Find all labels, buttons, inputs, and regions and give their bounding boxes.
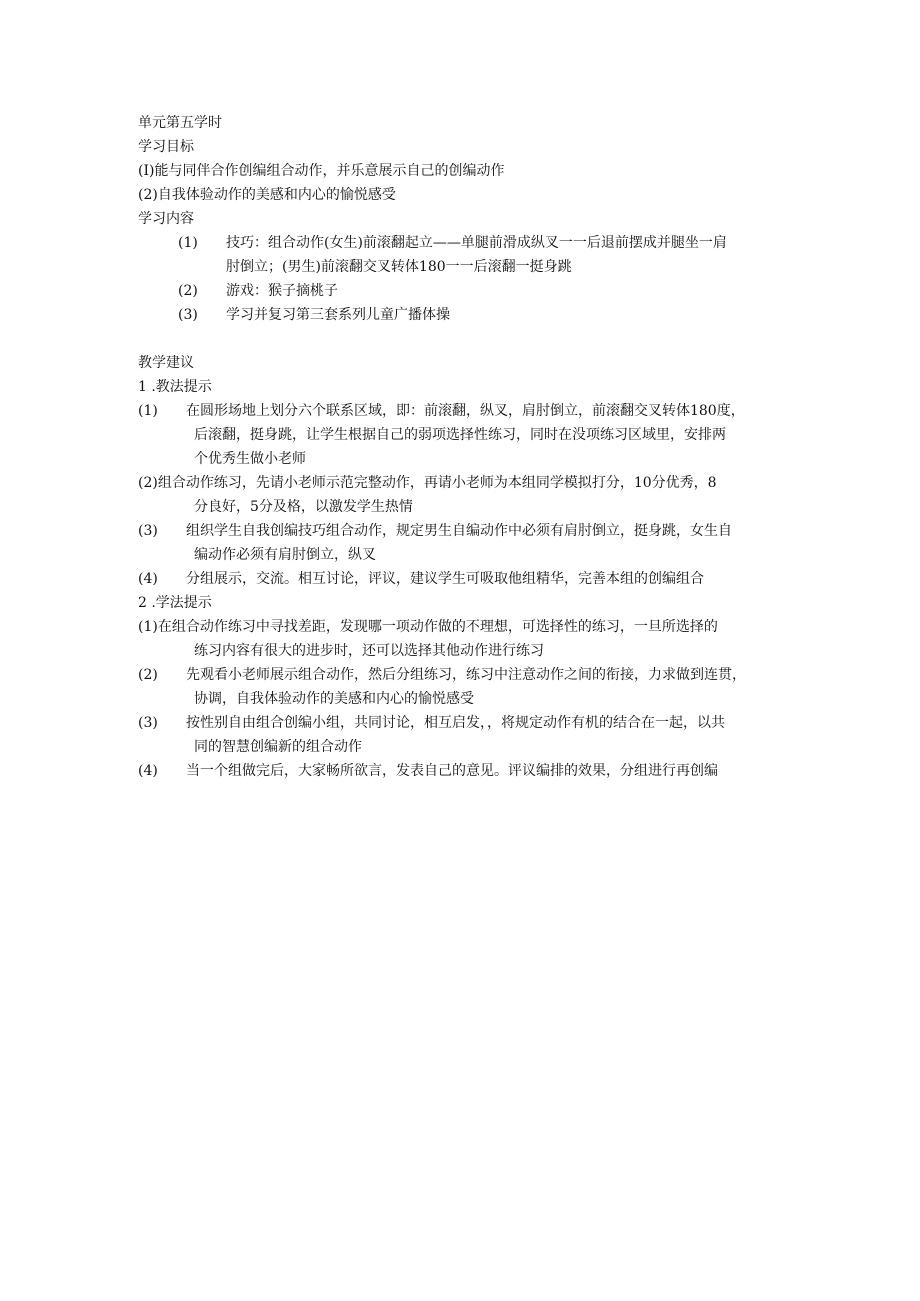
learning-item — [138, 711, 788, 759]
goals-heading: 学习目标 — [138, 139, 194, 155]
learning-item — [138, 759, 788, 783]
goal-item: (2)自我体验动作的美感和内心的愉悦感受 — [138, 187, 396, 203]
item-text: 个优秀生做小老师 — [194, 451, 306, 467]
content-heading: 学习内容 — [138, 211, 194, 227]
item-number: (3) — [178, 307, 198, 323]
document-page — [138, 111, 788, 783]
suggestions-heading: 教学建议 — [138, 355, 194, 371]
item-text: 同的智慧创编新的组合动作 — [194, 739, 362, 755]
item-text: 在圆形场地上划分六个联系区域，即：前滚翻，纵叉，肩肘倒立，前滚翻交叉转体180度， — [186, 403, 745, 419]
item-number: (2) — [138, 667, 158, 683]
learning-item — [138, 615, 788, 663]
item-number: (2) — [138, 475, 158, 491]
content-item — [178, 231, 788, 279]
item-text: 组合动作练习，先请小老师示范完整动作，再请小老师为本组同学模拟打分，10分优秀，8 — [157, 475, 717, 491]
item-number: (1) — [138, 619, 158, 635]
item-number: (2) — [178, 283, 198, 299]
learning-tips-heading: 2 .学法提示 — [138, 595, 212, 611]
item-text: 协调，自我体验动作的美感和内心的愉悦感受 — [194, 691, 474, 707]
teaching-item — [138, 519, 788, 567]
content-list — [138, 231, 788, 327]
teaching-tips-heading: 1 .教法提示 — [138, 379, 212, 395]
item-number: (3) — [138, 715, 158, 731]
item-text: 按性别自由组合创编小组，共同讨论，相互启发，，将规定动作有机的结合在一起，以共 — [186, 715, 725, 731]
teaching-item — [138, 567, 788, 591]
item-text: 技巧：组合动作(女生)前滚翻起立——单腿前滑成纵叉一一后退前摆成并腿坐一肩 — [226, 235, 727, 251]
teaching-item — [138, 399, 788, 471]
item-text: 先观看小老师展示组合动作，然后分组练习，练习中注意动作之间的衔接，力求做到连贯， — [186, 667, 746, 683]
item-text: 在组合动作练习中寻找差距，发现哪一项动作做的不理想，可选择性的练习，一旦所选择的 — [157, 619, 718, 635]
item-text: 组织学生自我创编技巧组合动作，规定男生自编动作中必须有肩肘倒立，挺身跳，女生自 — [186, 523, 732, 539]
learning-item — [138, 663, 788, 711]
item-text: 练习内容有很大的进步时，还可以选择其他动作进行练习 — [194, 643, 544, 659]
item-text: 分组展示，交流。相互讨论，评议，建议学生可吸取他组精华，完善本组的创编组合 — [186, 571, 704, 587]
item-text: 分良好，5分及格，以激发学生热情 — [194, 499, 413, 515]
teaching-item — [138, 471, 788, 519]
item-text: 肘倒立；(男生)前滚翻交叉转体180一一后滚翻一挺身跳 — [226, 259, 572, 275]
item-text: 当一个组做完后，大家畅所欲言，发表自己的意见。评议编排的效果，分组进行再创编 — [186, 763, 718, 779]
lesson-title: 单元第五学时 — [138, 115, 222, 131]
item-number: (4) — [138, 763, 158, 779]
item-number: (3) — [138, 523, 158, 539]
item-text: 游戏：猴子摘桃子 — [226, 283, 338, 299]
item-text: 后滚翻，挺身跳，让学生根据自己的弱项选择性练习，同时在没项练习区域里，安排两 — [194, 427, 726, 443]
item-number: (4) — [138, 571, 158, 587]
goal-item: (I)能与同伴合作创编组合动作，并乐意展示自己的创编动作 — [138, 163, 505, 179]
item-text: 编动作必须有肩肘倒立，纵叉 — [194, 547, 376, 563]
item-number: (1) — [178, 235, 198, 251]
content-item — [178, 303, 788, 327]
item-text: 学习并复习第三套系列儿童广播体操 — [226, 307, 450, 323]
item-number: (1) — [138, 403, 158, 419]
content-item — [178, 279, 788, 303]
